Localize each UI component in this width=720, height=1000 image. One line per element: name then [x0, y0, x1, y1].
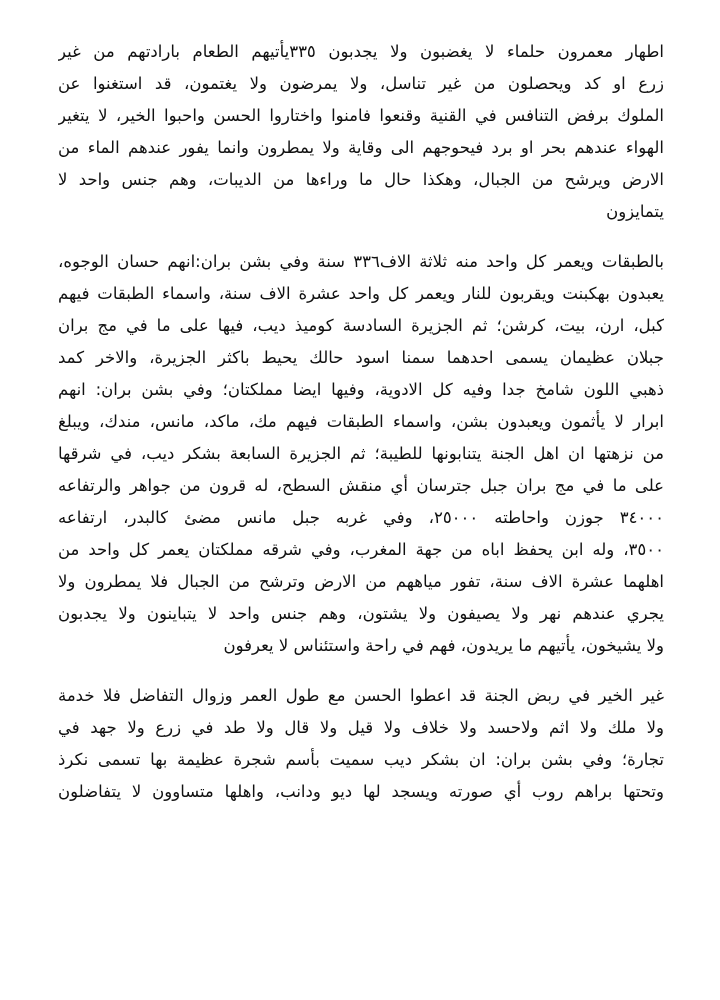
text-line: الهواء عندهم بحر او برد فيحوجهم الى وقاية ولا يمطرون وانما يفور عندهم الماء من [58, 138, 664, 157]
text-line: يجري عندهم نهر ولا يصيفون ولا يشتون، وهم جنس واحد لا يتباينون ولا يجدبون [58, 604, 664, 623]
text-line: ذهبي اللون شامخ جدا وفيه كل الادوية، وفيها ايضا مملكتان؛ وفي بشن بران: انهم [58, 380, 664, 399]
text-line: ٣٥٠٠، وله ابن يحفظ اباه من جهة المغرب، وفي شرقه مملكتان يعمر كل واحد من [58, 540, 664, 559]
text-line: زرع او كد ويحصلون من غير تناسل، ولا يمرضون ولا يغتمون، قد استغنوا عن [58, 74, 664, 93]
text-line: يتمايزون [606, 202, 664, 221]
text-line: غير الخير في ربض الجنة قد اعطوا الحسن مع طول العمر وزوال التفاضل فلا خدمة [58, 686, 664, 705]
paragraph-2 [58, 246, 664, 662]
text-line: ٣٤٠٠٠ جوزن واحاطته ٢٥٠٠٠، وفي غربه جبل مانس مضئ كالبدر، ارتفاعه [58, 508, 664, 527]
text-line: يعبدون بهكبنت ويقربون للنار ويعمر كل واحد عشرة الاف سنة، واسماء الطبقات فيهم [58, 284, 664, 303]
text-line: على ما في مج بران جبل جترسان أي منقش السطح، له قرون من جواهر والرتفاعه [58, 476, 664, 495]
text-line: الملوك برفض التنافس في القنية وقنعوا فامنوا واختاروا الحسن واحبوا الخير، لا يتغير [58, 106, 664, 125]
text-line: اهلهما عشرة الاف سنة، تفور مياههم من الارض وترشح من الجبال فلا يمطرون ولا [58, 572, 664, 591]
text-line: ابرار لا يأثمون ويعبدون بشن، واسماء الطبقات فيهم مك، ماكد، مانس، مندك، ويبلغ [58, 412, 664, 431]
text-line: بالطبقات ويعمر كل واحد منه ثلاثة الاف٣٣٦ سنة وفي بشن بران:انهم حسان الوجوه، [58, 252, 664, 271]
text-line: وتحتها براهم روب أي صورته ويسجد لها ديو ودانب، واهلها متساوون لا يتفاضلون [58, 782, 664, 801]
text-line: كبل، ارن، بيت، كرشن؛ ثم الجزيرة السادسة كوميذ ديب، فيها على ما في مج بران [58, 316, 664, 335]
paragraph-3 [58, 680, 664, 808]
text-line: من نزهتها ان اهل الجنة يتنابونها للطيبة؛ ثم الجزيرة السابعة بشكر ديب، في شرقها [58, 444, 664, 463]
text-line: جبلان عظيمان يسمى احدهما سمنا اسود حالك يحيط باكثر الجزيرة، والاخر كمد [58, 348, 664, 367]
text-line: الارض ويرشح من الجبال، وهكذا حال ما وراءها من الديبات، وهم جنس واحد لا [58, 170, 664, 189]
text-line: ولا ملك ولا اثم ولاحسد ولا خلاف ولا قيل ولا قال ولا طد في زرع ولا جهد في [58, 718, 664, 737]
text-line: اطهار معمرون حلماء لا يغضبون ولا يجدبون ٣٣٥يأتيهم الطعام بارادتهم من غير [58, 42, 664, 61]
text-line: ولا يشيخون، يأتيهم ما يريدون، فهم في راحة واستئناس لا يعرفون [223, 636, 664, 655]
paragraph-1 [58, 36, 664, 228]
text-line: تجارة؛ وفي بشن بران: ان بشكر ديب سميت بأسم شجرة عظيمة بها تسمى نكرذ [58, 750, 664, 769]
document-page [58, 36, 664, 826]
